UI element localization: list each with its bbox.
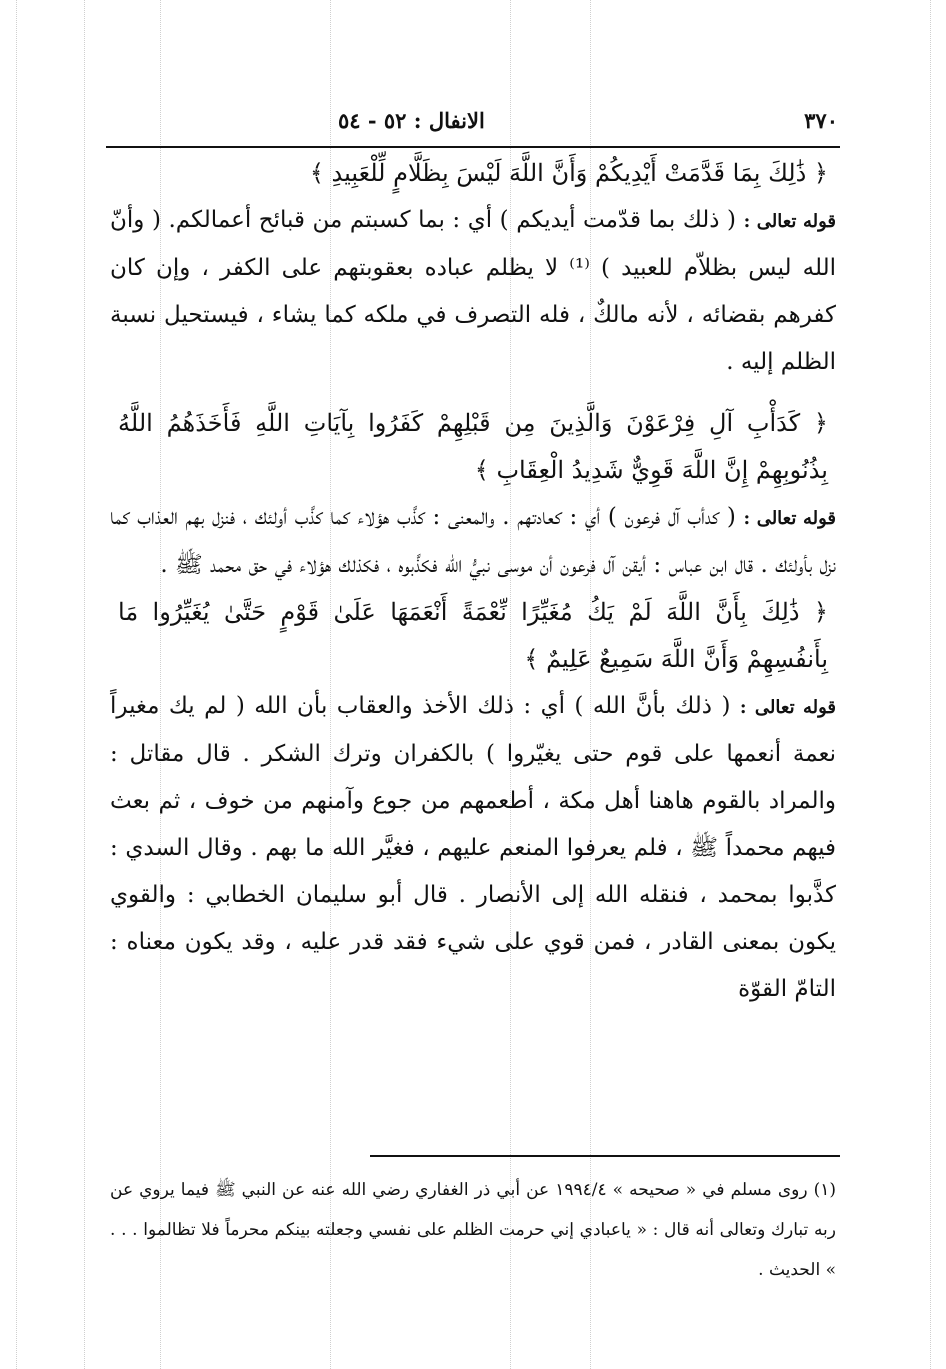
- commentary-text: ( كدأب آل فرعون ) أي : كعادتهم . والمعنى : كذَّب هؤلاء كما كذَّب أولئك ، فنزل بهم العذاب كما نزل بأولئك . قال ابن عباس : أيقن آل فرعون أن موسى نبيُّ الله فكذَّبوه ، فكذلك هؤلاء في حق محمد ﷺ .: [110, 504, 836, 578]
- page-number: ٣٧٠: [804, 107, 838, 133]
- commentary-lead: قوله تعالى :: [739, 697, 837, 718]
- main-text: [110, 150, 836, 1013]
- page-header: [108, 100, 838, 140]
- footnote-text: (١) روى مسلم في « صحيحه » ١٩٩٤/٤ عن أبي ذر الغفاري رضي الله عنه عن النبي ﷺ فيما يروي عن ربه تبارك وتعالى أنه قال : « ياعبادي إني حرمت الظلم على نفسي وجعلته بينكم محرماً فلا تظالموا . . . » الحديث .: [110, 1180, 837, 1280]
- verse-53: ﴿ ذَٰلِكَ بِأَنَّ اللَّهَ لَمْ يَكُ مُغَيِّرًا نِّعْمَةً أَنْعَمَهَا عَلَىٰ قَوْمٍ حَتَّىٰ يُغَيِّرُوا مَا بِأَنفُسِهِمْ وَأَنَّ اللَّهَ سَمِيعٌ عَلِيمٌ ﴾: [118, 598, 828, 673]
- verse-51: ﴿ ذَٰلِكَ بِمَا قَدَّمَتْ أَيْدِيكُمْ وَأَنَّ اللَّهَ لَيْسَ بِظَلَّامٍ لِّلْعَبِيدِ ﴾: [309, 159, 828, 187]
- footnote: [110, 1170, 836, 1290]
- commentary-lead: قوله تعالى :: [743, 211, 836, 232]
- commentary-text: ( ذلك بأنَّ الله ) أي : ذلك الأخذ والعقاب بأن الله ( لم يك مغيراً نعمة أنعمها على قوم حتى يغيّروا ) بالكفران وترك الشكر . قال مقاتل : والمراد بالقوم هاهنا أهل مكة ، أطعمهم من جوع وآمنهم من خوف ، ثم بعث فيهم محمداً ﷺ ، فلم يعرفوا المنعم عليهم ، فغيَّر الله ما بهم . وقال السدي : كذَّبوا بمحمد ، فنقله الله إلى الأنصار . قال أبو سليمان الخطابي : والقوي يكون بمعنى القادر ، فمن قوي على شيء فقد قدر عليه ، وقد يكون معناه : التامّ القوّة: [110, 693, 836, 1002]
- verse-52: ﴿ كَدَأْبِ آلِ فِرْعَوْنَ وَالَّذِينَ مِن قَبْلِهِمْ كَفَرُوا بِآيَاتِ اللَّهِ فَأَخَذَهُمُ اللَّهُ بِذُنُوبِهِمْ إِنَّ اللَّهَ قَوِيٌّ شَدِيدُ الْعِقَابِ ﴾: [118, 409, 828, 484]
- scan-guide-line: [930, 0, 931, 1369]
- commentary-3: [110, 683, 836, 1013]
- header-rule: [106, 146, 840, 148]
- commentary-text: ( ذلك بما قدّمت أيديكم ) أي : بما كسبتم من قبائح أعمالكم. ( وأنّ الله ليس بظلاّم للعبيد ) ⁽¹⁾ لا يظلم عباده بعقوبتهم على الكفر ، وإن كان كفرهم بقضائه ، لأنه مالكٌ ، فله التصرف في ملكه كما يشاء ، فيستحيل نسبة الظلم إليه .: [110, 207, 836, 375]
- scan-guide-line: [84, 0, 85, 1369]
- commentary-lead: قوله تعالى :: [743, 508, 836, 529]
- scan-guide-line: [16, 0, 17, 1369]
- commentary-2: [110, 494, 836, 589]
- surah-reference: الانفال : ٥٢ - ٥٤: [338, 107, 485, 133]
- footnote-rule: [370, 1155, 840, 1157]
- commentary-1: [110, 197, 836, 386]
